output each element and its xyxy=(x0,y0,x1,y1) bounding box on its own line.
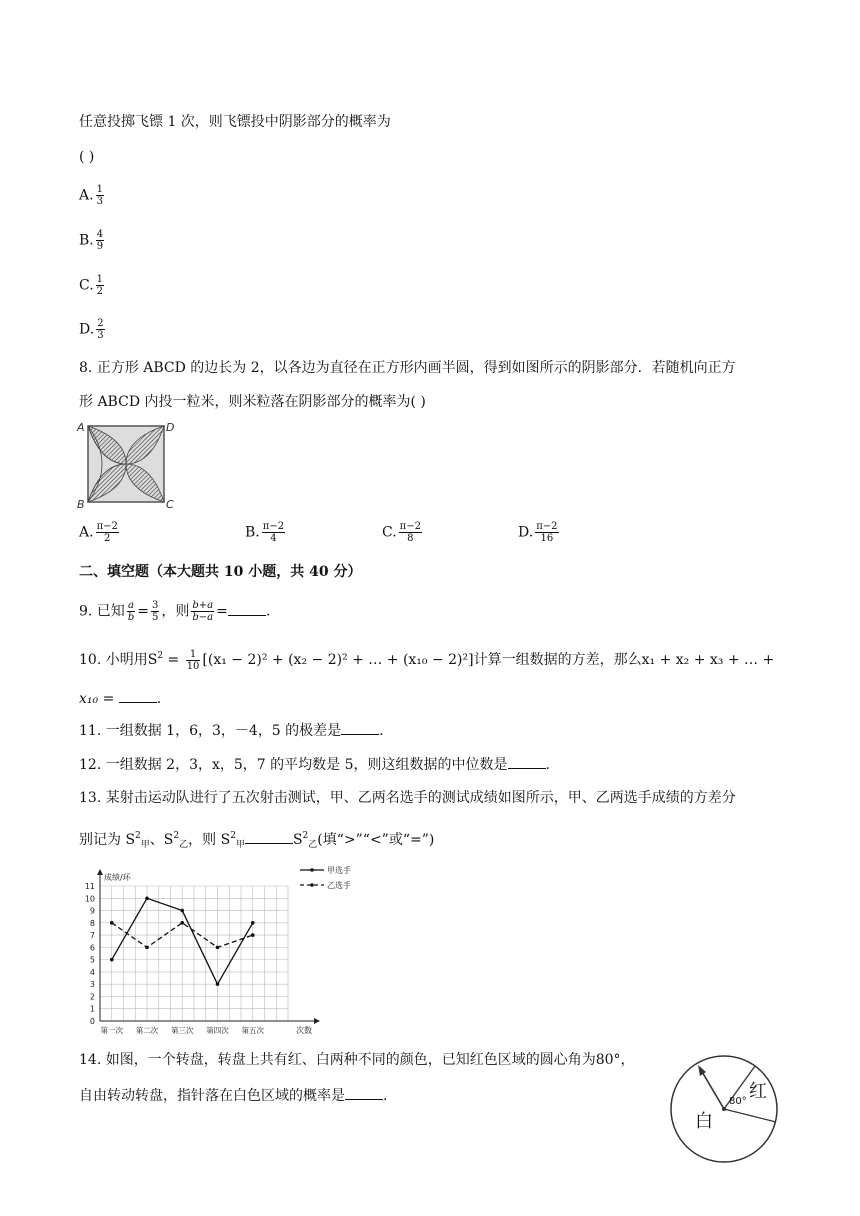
data-point xyxy=(251,921,255,925)
q14-line2: 自由转动转盘，指针落在白色区域的概率是 . xyxy=(79,1085,387,1106)
y-tick-label: 1 xyxy=(89,1004,95,1014)
y-axis-label: 成绩/环 xyxy=(104,873,131,882)
y-tick-label: 9 xyxy=(89,906,95,916)
legend-marker-0 xyxy=(310,868,314,872)
x-tick-label: 第四次 xyxy=(206,1026,229,1035)
q7-stem: 任意投掷飞镖 1 次，则飞镖投中阴影部分的概率为 xyxy=(79,114,391,130)
data-point xyxy=(145,896,149,900)
q7-option-a: A. $\frac{1}{3}$ xyxy=(79,184,103,207)
square-semicircles-figure xyxy=(76,419,176,509)
x-tick-label: 第二次 xyxy=(135,1026,159,1035)
legend-marker-1 xyxy=(310,883,314,887)
x-tick-label: 第三次 xyxy=(171,1026,194,1035)
q11-blank xyxy=(341,720,379,735)
q10-line2: x₁₀ = . xyxy=(79,688,161,709)
y-tick-label: 4 xyxy=(89,967,95,977)
q13-line2: 别记为 $S^2_甲$、$S^2_乙$，则 $S^2_甲$ $S^2_乙$(填“>”“<”或“=”) xyxy=(79,831,435,850)
q8-line2: 形 ABCD 内投一粒米，则米粒落在阴影部分的概率为( ) xyxy=(79,394,426,410)
x-axis-arrow xyxy=(314,1018,320,1024)
q7-paren: ( ) xyxy=(79,149,95,165)
q9: 9. 已知 $\frac{a}{b}$ = $\frac{3}{5}$ ，则 $\frac{b+a}{b-a}$ = . xyxy=(79,600,271,623)
x-tick-label: 第五次 xyxy=(241,1026,264,1035)
spinner-figure xyxy=(665,1052,785,1167)
label-a: A xyxy=(77,421,85,434)
section-heading: 二、填空题（本大题共 10 小题，共 40 分） xyxy=(79,564,362,580)
legend-label-1: 乙选手 xyxy=(327,881,351,890)
y-tick-label: 5 xyxy=(89,955,95,965)
score-line-chart xyxy=(78,858,378,1038)
q8-option-b: B. $\frac{\pi-2}{4}$ xyxy=(245,521,285,544)
white-label: 白 xyxy=(695,1111,713,1132)
legend-label-0: 甲选手 xyxy=(327,866,351,875)
data-point xyxy=(180,921,184,925)
y-tick-label: 10 xyxy=(84,894,95,904)
q7-option-c: C. $\frac{1}{2}$ xyxy=(79,274,104,297)
y-tick-label: 6 xyxy=(89,943,95,953)
q10-line1: 10. 小明用$S^2$ = $\frac{1}{10}$ [(x₁ − 2)² + (x₂ − 2)² + … + (x₁₀ − 2)²]计算一组数据的方差，那么x₁ + x₂ + x₃ + … + xyxy=(79,648,775,672)
q11: 11. 一组数据 1，6，3，－4，5 的极差是 . xyxy=(79,720,384,741)
q8-option-a: A. $\frac{\pi-2}{2}$ xyxy=(79,521,118,544)
q7-option-d: D. $\frac{2}{3}$ xyxy=(79,318,104,341)
x-axis-label: 次数 xyxy=(296,1026,312,1035)
data-point xyxy=(216,946,220,950)
q13-blank xyxy=(245,829,293,844)
data-point xyxy=(110,958,114,962)
label-c: C xyxy=(166,498,174,509)
label-b: B xyxy=(77,498,85,509)
q10-blank xyxy=(119,688,157,703)
q8-option-c: C. $\frac{\pi-2}{8}$ xyxy=(382,521,421,544)
data-point xyxy=(180,909,184,913)
red-label: 红 xyxy=(749,1081,767,1102)
data-point xyxy=(110,921,114,925)
q14-blank xyxy=(345,1085,383,1100)
q9-blank xyxy=(228,601,266,616)
y-tick-label: 11 xyxy=(84,882,95,891)
q12: 12. 一组数据 2，3，x，5，7 的平均数是 5，则这组数据的中位数是 . xyxy=(79,754,550,775)
x-tick-label: 第一次 xyxy=(100,1026,123,1035)
data-point xyxy=(251,933,255,937)
label-d: D xyxy=(166,421,175,434)
y-axis-arrow xyxy=(97,869,103,875)
y-tick-label: 7 xyxy=(89,931,95,941)
y-tick-label: 3 xyxy=(89,980,95,990)
data-point xyxy=(145,946,149,950)
q13-line1: 13. 某射击运动队进行了五次射击测试，甲、乙两名选手的测试成绩如图所示，甲、乙两选手成绩的方差分 xyxy=(79,790,736,806)
q8-option-d: D. $\frac{\pi-2}{16}$ xyxy=(518,521,558,544)
y-tick-label: 2 xyxy=(89,992,95,1002)
q8-line1: 8. 正方形 ABCD 的边长为 2，以各边为直径在正方形内画半圆，得到如图所示的阴影部分．若随机向正方 xyxy=(79,360,736,376)
y-tick-label: 8 xyxy=(89,918,95,928)
q14-line1: 14. 如图，一个转盘，转盘上共有红、白两种不同的颜色，已知红色区域的圆心角为80°， xyxy=(79,1052,635,1068)
data-point xyxy=(216,982,220,986)
q7-option-b: B. $\frac{4}{9}$ xyxy=(79,229,104,252)
angle-label: 80° xyxy=(729,1096,747,1107)
q12-blank xyxy=(508,754,546,769)
y-tick-label: 0 xyxy=(89,1017,95,1026)
